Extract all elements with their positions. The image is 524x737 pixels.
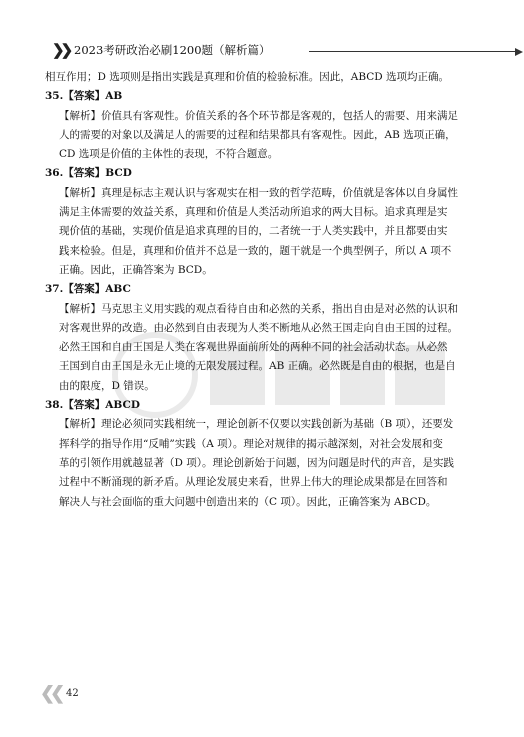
- text-line: 由的限度，D 错误。: [59, 379, 155, 392]
- answer-heading-37: 37.【答案】ABC: [45, 283, 131, 296]
- text-line: 王国到自由王国是永无止境的无限发展过程。AB 正确。必然既是自由的根据，也是自: [59, 360, 456, 373]
- text-line: 践来检验。但是，真理和价值并不总是一致的，题干就是一个典型例子，所以 A 项不: [59, 244, 452, 257]
- text-line: CD 选项是价值的主体性的表现，不符合题意。: [59, 148, 279, 161]
- text-line: 人的需要的对象以及满足人的需要的过程和结果都具有客观性。因此，AB 选项正确，: [59, 128, 456, 141]
- answer-heading-35: 35.【答案】AB: [45, 90, 123, 103]
- double-chevron-left-icon: ❮❮: [40, 683, 61, 704]
- text-line: 【解析】真理是标志主观认识与客观实在相一致的哲学范畴，价值就是客体以自身属性: [59, 186, 458, 199]
- text-line: 对客观世界的改造。由必然到自由表现为人类不断地从必然王国走向自由王国的过程。: [59, 321, 458, 334]
- text-line: 必然王国和自由王国是人类在客观世界面前所处的两种不同的社会活动状态。从必然: [59, 341, 448, 354]
- text-line: 满足主体需要的效益关系，真理和价值是人类活动所追求的两大目标。追求真理是实: [59, 206, 448, 219]
- answer-explanations: [45, 68, 500, 512]
- text-line: 革的引领作用就越显著（D 项）。理论创新始于问题，因为问题是时代的声音，是实践: [59, 456, 455, 469]
- book-title: 2023考研政治必刷1200题（解析篇）: [74, 43, 271, 57]
- answer-heading-36: 36.【答案】BCD: [45, 167, 132, 180]
- header-rule: [309, 51, 519, 52]
- text-line: 正确。因此，正确答案为 BCD。: [59, 263, 213, 276]
- text-line: 现价值的基础，实现价值是追求真理的目的，二者统一于人类实践中，并且都要由实: [59, 225, 448, 238]
- text-line: 【解析】马克思主义用实践的观点看待自由和必然的关系，指出自由是对必然的认识和: [59, 302, 458, 315]
- text-line: 相互作用；D 选项则是指出实践是真理和价值的检验标准。因此，ABCD 选项均正确。: [45, 71, 450, 83]
- text-line: 挥科学的指导作用“反哺”实践（A 项）。理论对规律的揭示越深刻，对社会发展和变: [59, 437, 443, 450]
- text-line: 过程中不断涌现的新矛盾。从理论发展史来看，世界上伟大的理论成果都是在回答和: [59, 476, 448, 489]
- page-header: [52, 40, 482, 60]
- text-line: 【解析】价值具有客观性。价值关系的各个环节都是客观的，包括人的需要、用来满足: [59, 109, 458, 122]
- answer-heading-38: 38.【答案】ABCD: [45, 399, 140, 412]
- text-line: 解决人与社会面临的重大问题中创造出来的（C 项）。因此，正确答案为 ABCD。: [59, 495, 437, 508]
- double-chevron-right-icon: ❯❯: [52, 41, 70, 59]
- page-number: 42: [66, 688, 79, 699]
- text-line: 【解析】理论必须同实践相统一，理论创新不仅要以实践创新为基础（B 项），还要发: [59, 418, 454, 431]
- header-arrow-icon: [515, 48, 523, 56]
